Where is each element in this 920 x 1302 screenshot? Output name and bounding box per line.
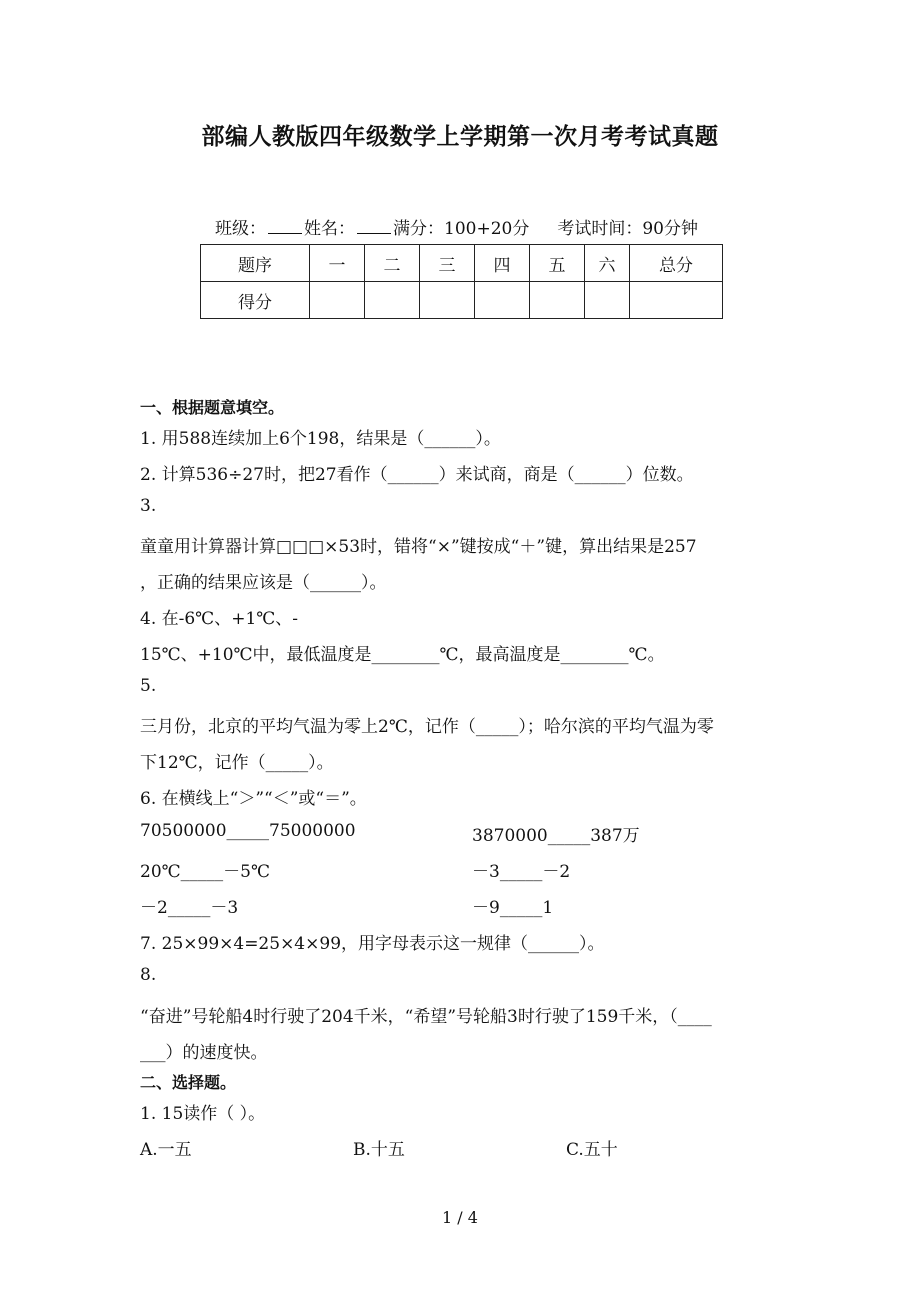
section-2-heading: 二、选择题。 (140, 1073, 237, 1092)
question-1-8-line1: “奋进”号轮船4时行驶了204千米，“希望”号轮船3时行驶了159千米，（____ (140, 1007, 712, 1027)
class-label: 班级： (215, 219, 266, 239)
score-cell[interactable] (585, 282, 630, 319)
option-a: A.一五 (140, 1140, 192, 1160)
compare-item: 70500000_____75000000 (140, 821, 356, 841)
compare-item: －9_____1 (472, 898, 554, 918)
compare-item: 20℃_____－5℃ (140, 862, 270, 882)
page-number: 1 / 4 (442, 1208, 478, 1227)
header-cell: 题序 (201, 245, 310, 282)
question-1-3-line2: ，正确的结果应该是（______）。 (140, 573, 387, 593)
page-title: 部编人教版四年级数学上学期第一次月考考试真题 (201, 124, 719, 150)
header-cell: 三 (420, 245, 475, 282)
question-1-4-line2: 15℃、+10℃中，最低温度是________℃，最高温度是________℃。 (140, 645, 665, 665)
exam-info (215, 214, 698, 239)
option-b: B.十五 (353, 1140, 405, 1160)
compare-item: －2_____－3 (140, 898, 239, 918)
question-1-1: 1. 用588连续加上6个198，结果是（______）。 (140, 429, 501, 449)
question-1-4-line1: 4. 在-6℃、+1℃、- (140, 609, 299, 629)
exam-time: 考试时间：90分钟 (557, 219, 698, 239)
compare-item: －3_____－2 (472, 862, 571, 882)
header-cell: 一 (310, 245, 365, 282)
question-1-7: 7. 25×99×4=25×4×99，用字母表示这一规律（______）。 (140, 934, 605, 954)
header-cell: 四 (475, 245, 530, 282)
score-row-label: 得分 (201, 282, 310, 319)
score-cell[interactable] (630, 282, 723, 319)
header-cell: 五 (530, 245, 585, 282)
question-1-2: 2. 计算536÷27时，把27看作（______）来试商，商是（______）位数。 (140, 465, 694, 485)
question-1-3-number: 3. (140, 496, 157, 516)
question-1-3-line1: 童童用计算器计算□□□×53时，错将“×”键按成“＋”键，算出结果是257 (140, 537, 697, 557)
option-c: C.五十 (566, 1140, 618, 1160)
section-1-heading: 一、根据题意填空。 (140, 398, 285, 417)
compare-item: 3870000_____387万 (472, 826, 640, 846)
question-1-5-line2: 下12℃，记作（_____）。 (140, 753, 334, 773)
question-1-8-line2: ___）的速度快。 (140, 1043, 268, 1063)
score-cell[interactable] (310, 282, 365, 319)
question-1-8-number: 8. (140, 965, 157, 985)
question-1-5-line1: 三月份，北京的平均气温为零上2℃，记作（_____）；哈尔滨的平均气温为零 (140, 717, 714, 737)
question-1-6: 6. 在横线上“＞”“＜”或“＝”。 (140, 789, 367, 809)
full-score: 满分：100+20分 (393, 219, 530, 239)
score-cell[interactable] (365, 282, 420, 319)
score-cell[interactable] (530, 282, 585, 319)
score-cell[interactable] (420, 282, 475, 319)
score-table-score-row (201, 282, 723, 319)
score-table (200, 244, 723, 319)
header-cell: 二 (365, 245, 420, 282)
score-cell[interactable] (475, 282, 530, 319)
header-cell: 六 (585, 245, 630, 282)
score-table-header-row (201, 245, 723, 282)
header-cell: 总分 (630, 245, 723, 282)
class-blank (268, 219, 302, 234)
name-blank (357, 219, 391, 234)
question-2-1: 1. 15读作（ ）。 (140, 1104, 266, 1124)
question-1-5-number: 5. (140, 676, 157, 696)
name-label: 姓名： (304, 219, 355, 239)
